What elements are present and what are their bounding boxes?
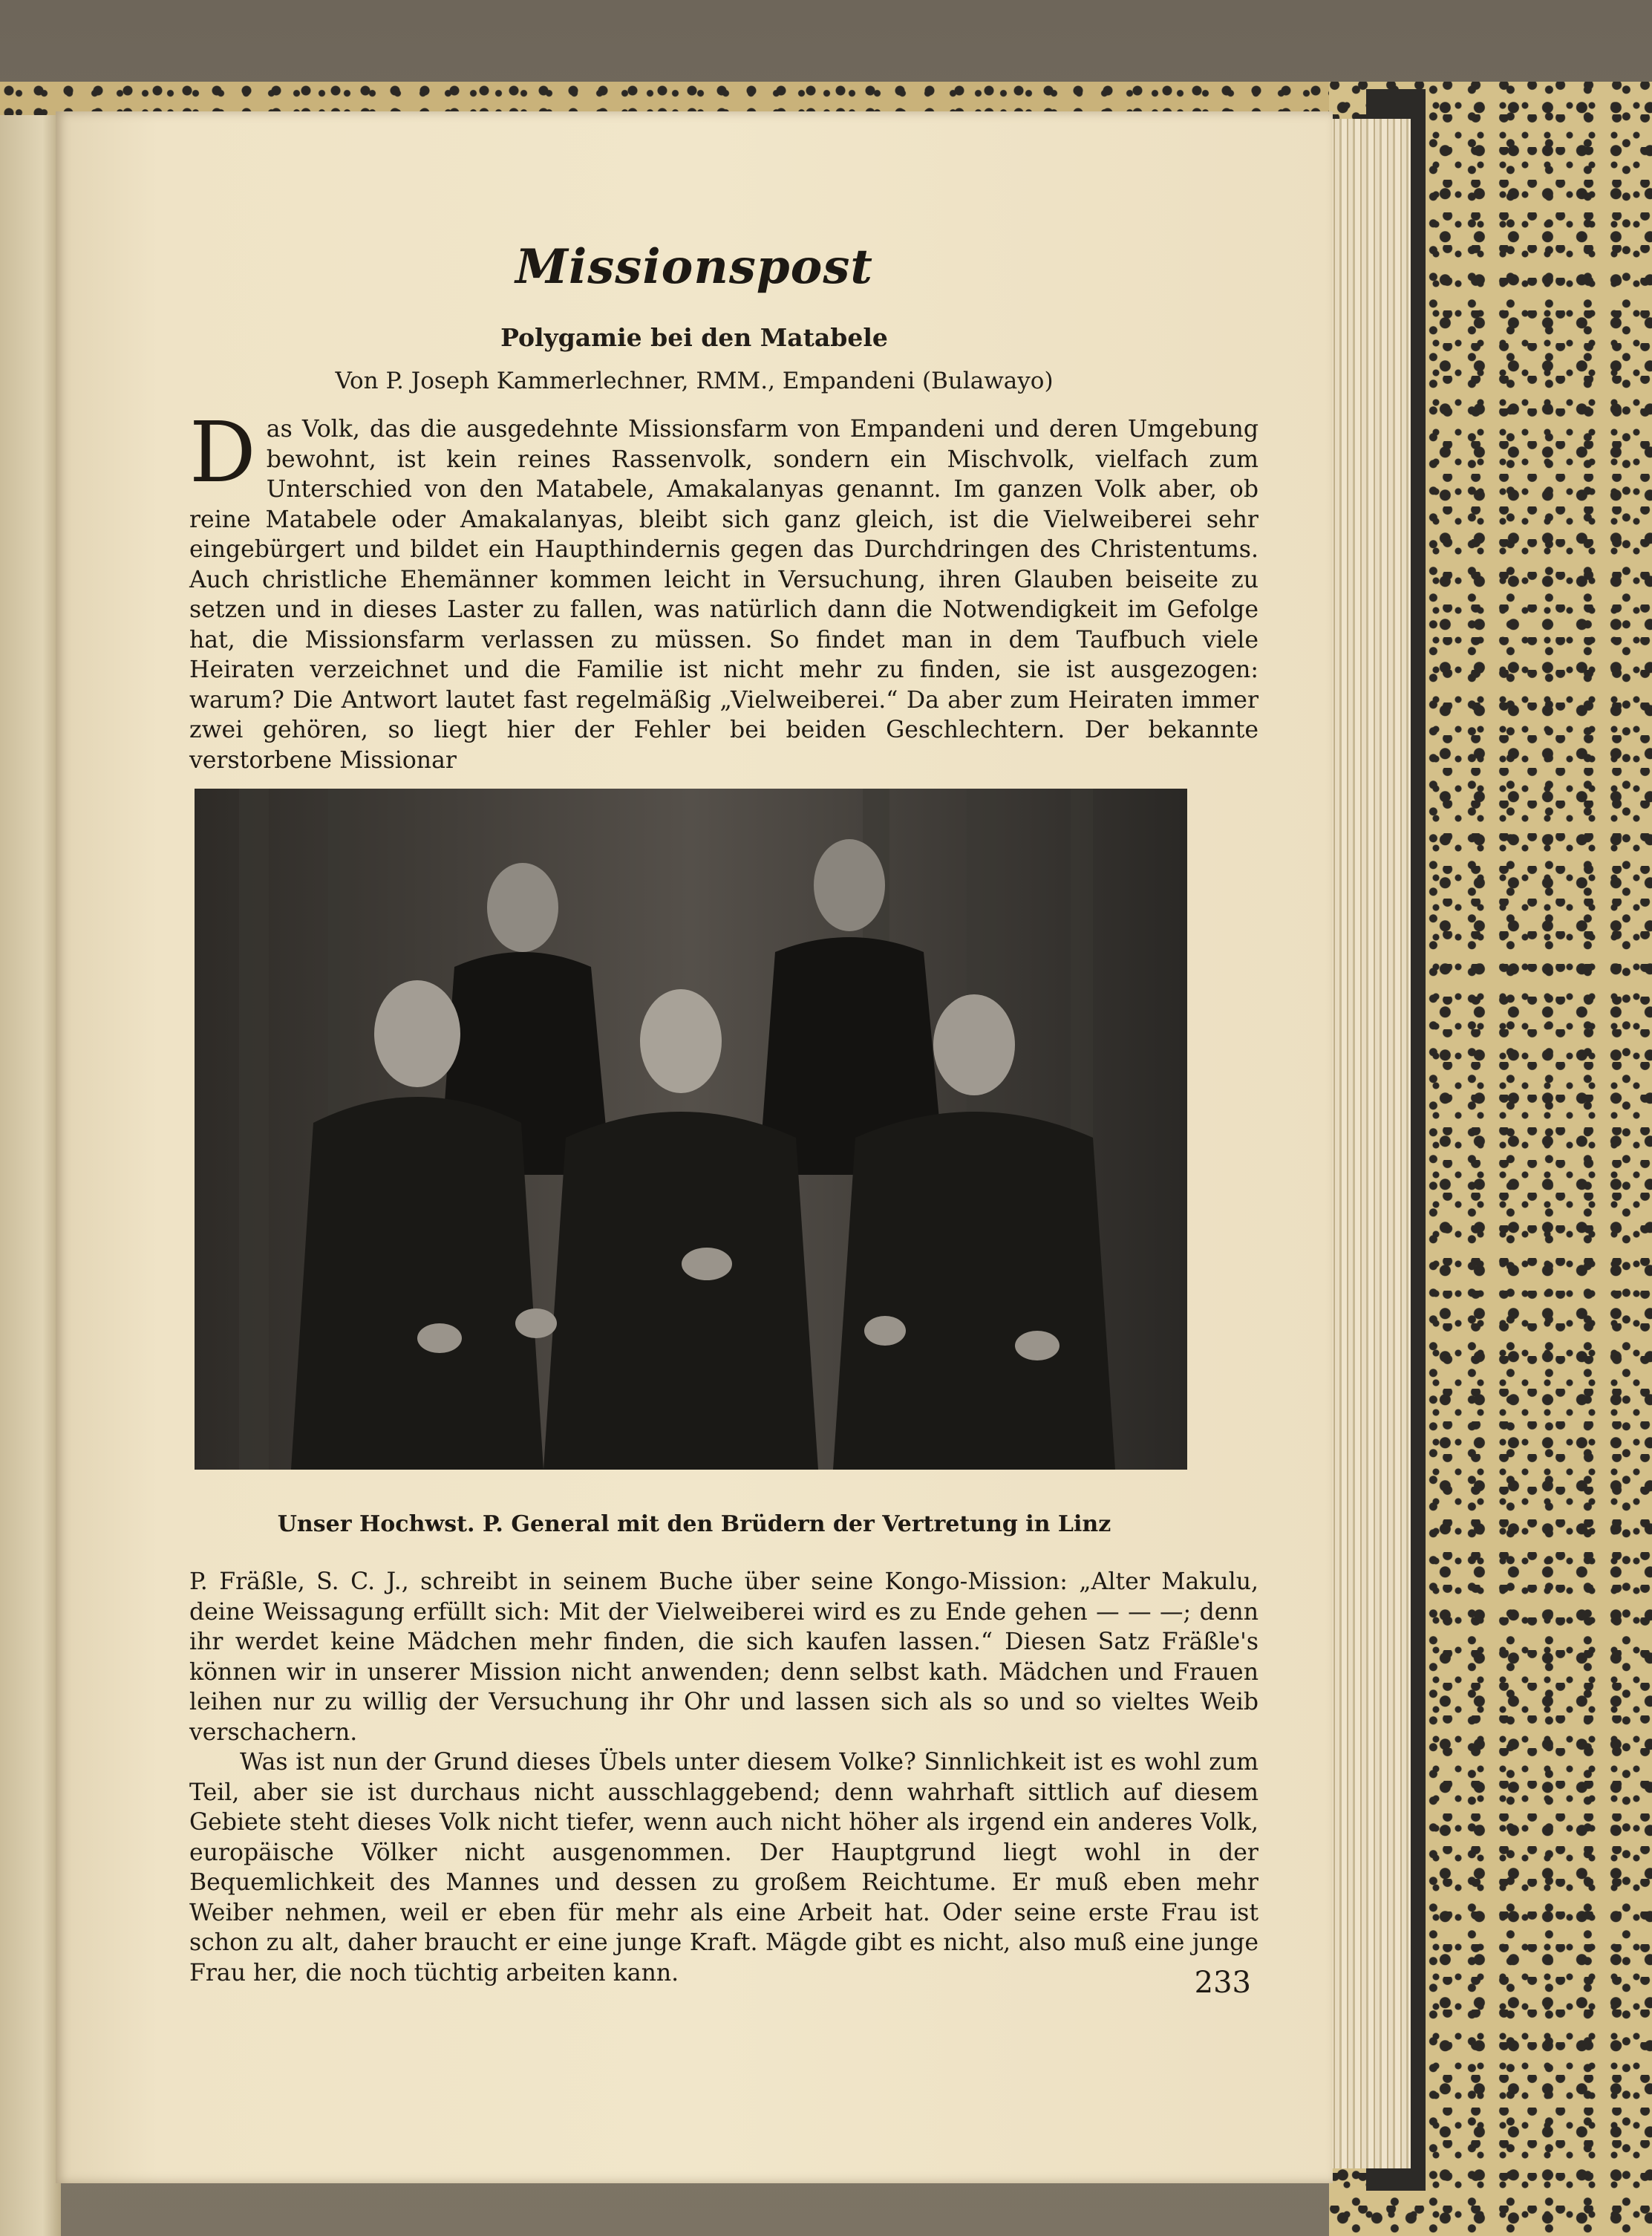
drop-cap: D: [189, 405, 256, 501]
paragraph-text: Was ist nun der Grund dieses Übels unter diesem Volke? Sinnlichkeit ist es wohl zum Teil, aber sie ist durchaus nicht ausschlaggebend; denn wahrhaft sittlich auf diesem Gebiete steht dieses Volk nicht tiefer, wenn auch nicht höher als irgend ein anderes Volk, europäische Völker nicht ausgenommen. Der Hauptgrund liegt wohl in der Bequemlichkeit des Mannes und dessen zu großem Reichtume. Er muß eben mehr Weiber nehmen, weil er eben für mehr als eine Arbeit hat. Oder seine erste Frau ist schon zu alt, daher braucht er eine junge Kraft. Mägde gibt es nicht, also muß eine junge Frau her, die noch tüchtig arbeiten kann.: [189, 1749, 1258, 1986]
article-body-continued: [189, 1567, 1258, 2027]
group-photograph: [195, 789, 1187, 1470]
page-stack-edges: [1322, 119, 1411, 2168]
author-byline: Von P. Joseph Kammerlechner, RMM., Empandeni (Bulawayo): [335, 368, 1054, 394]
article-paragraph-1: [189, 405, 1258, 830]
article-subtitle: Polygamie bei den Matabele: [500, 323, 888, 352]
page-title: Missionspost: [515, 239, 873, 295]
previous-page-edge: [0, 115, 61, 2236]
paragraph-text: as Volk, das die ausgedehnte Missionsfarm von Empandeni und deren Umgebung bewohnt, ist kein reines Rassenvolk, sondern ein Mischvolk, vielfach zum Unterschied von den Matabele, Amakalanyas genannt. Im ganzen Volk aber, ob reine Matabele oder Amakalanyas, bleibt sich ganz gleich, ist die Vielweiberei sehr eingebürgert und bildet ein Haupthindernis gegen das Durchdringen des Christentums. Auch christliche Ehemänner kommen leicht in Versuchung, ihren Glauben beiseite zu setzen und in dieses Laster zu fallen, was natürlich dann die Notwendigkeit im Gefolge hat, die Missionsfarm verlassen zu müssen. So findet man in dem Taufbuch viele Heiraten verzeichnet und die Familie ist nicht mehr zu finden, sie ist ausgezogen: warum? Die Antwort lautet fast regelmäßig „Vielweiberei.“ Da aber zum Heiraten immer zwei gehören, so liegt hier der Fehler bei beiden Geschlechtern. Der bekannte verstorbene Missionar: [189, 416, 1258, 774]
photo-image: [195, 789, 1187, 1470]
book-page: [56, 111, 1333, 2183]
photo-caption: Unser Hochwst. P. General mit den Brüdern der Vertretung in Linz: [277, 1511, 1111, 1537]
page-number: 233: [1194, 1966, 1251, 2000]
paragraph-text: P. Fräßle, S. C. J., schreibt in seinem Buche über seine Kongo-Mission: „Alter Makulu, deine Weissagung erfüllt sich: Mit der Vielweiberei wird es zu Ende gehen — — —; denn ihr werdet keine Mädchen mehr finden, die sich kaufen lassen.“ Diesen Satz Fräßle's können wir in unserer Mission nicht anwenden; denn selbst kath. Mädchen und Frauen leihen nur zu willig der Versuchung ihr Ohr und lassen sich als so und so vieltes Weib verschachern.: [189, 1568, 1258, 1746]
